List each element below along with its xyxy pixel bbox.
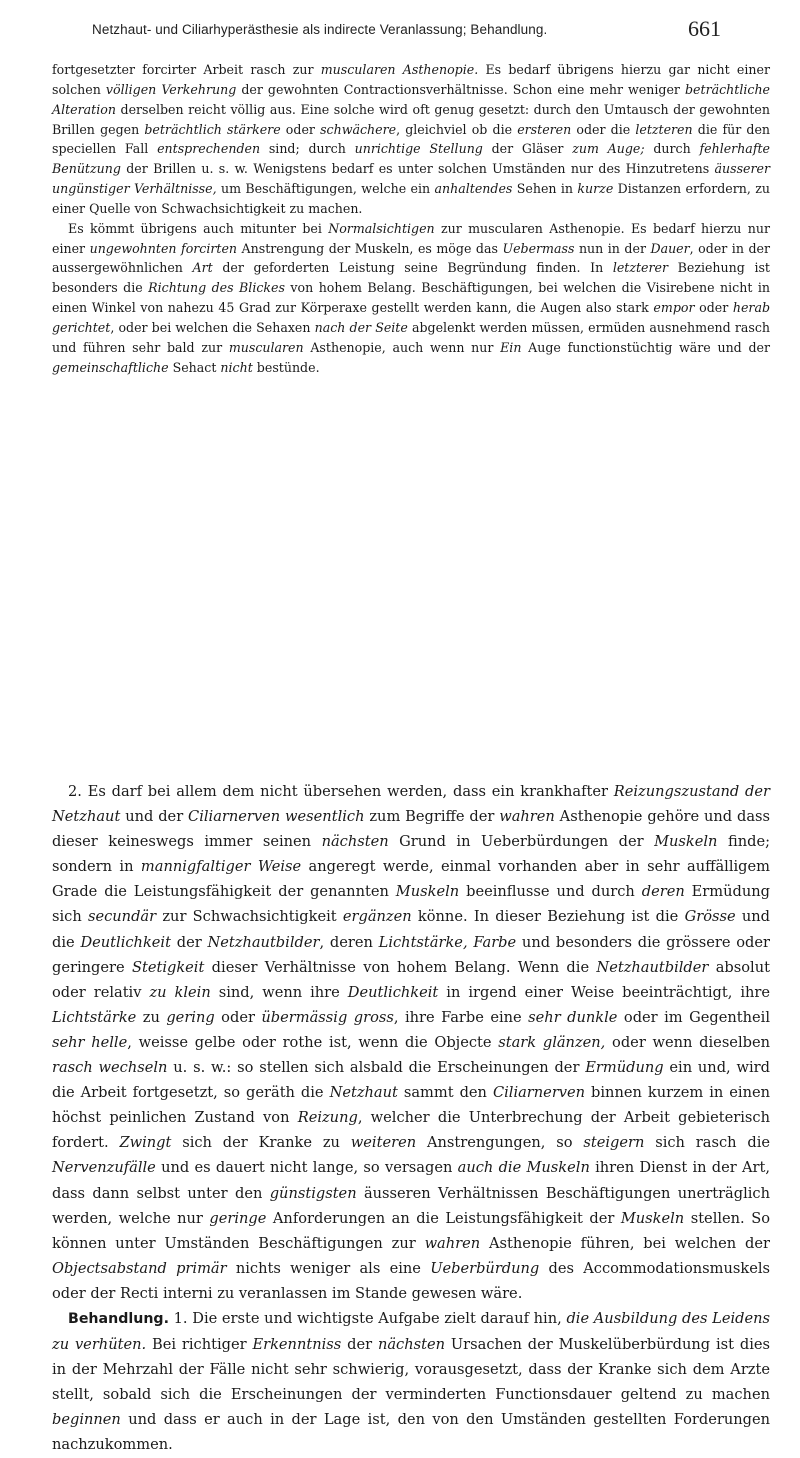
text-run: , ihre Farbe eine bbox=[393, 1008, 529, 1026]
text-run: Asthenopie führen, bei welchen der bbox=[480, 1234, 770, 1252]
text-run: , oder bei welchen die Sehaxen bbox=[110, 319, 315, 335]
emphasis: deren bbox=[641, 883, 685, 901]
text-run: der Brillen u. s. w. Wenigstens bedarf es unter solchen Umständen nur des Hinzutretens bbox=[120, 161, 715, 177]
text-run: Es kömmt übrigens auch mitunter bei bbox=[68, 220, 329, 236]
emphasis: wahren bbox=[499, 808, 555, 826]
text-run: oder bbox=[280, 121, 321, 137]
emphasis: Reizung bbox=[297, 1109, 358, 1127]
text-run: der bbox=[341, 1336, 378, 1354]
emphasis: Ein bbox=[500, 339, 522, 355]
emphasis: gemeinschaftliche bbox=[52, 359, 169, 375]
emphasis: übermässig gross bbox=[261, 1008, 394, 1026]
text-run: Distanzen erfordern, zu einer Quelle von Schwachsichtigkeit zu machen. bbox=[52, 181, 771, 216]
emphasis: letzteren bbox=[635, 121, 693, 137]
emphasis: Grösse bbox=[684, 908, 736, 926]
emphasis: Muskeln bbox=[395, 883, 460, 901]
text-run: und der bbox=[120, 808, 189, 826]
emphasis: Normalsichtigen bbox=[328, 220, 435, 236]
emphasis: Ermüdung bbox=[585, 1059, 664, 1077]
text-run: Bei richtiger bbox=[146, 1336, 253, 1354]
text-run: ihren Dienst in der Art, dass dann selbst unter den bbox=[52, 1159, 770, 1202]
emphasis: Lichtstärke bbox=[52, 1008, 137, 1026]
emphasis: Netzhautbilder bbox=[596, 958, 709, 976]
text-run: sich der Kranke zu bbox=[171, 1134, 351, 1152]
text-run: könne. In dieser Beziehung ist die bbox=[411, 908, 685, 926]
text-run: sammt den bbox=[397, 1084, 493, 1102]
text-run: , weisse gelbe oder rothe ist, wenn die Objecte bbox=[127, 1033, 499, 1051]
emphasis: letzterer bbox=[612, 260, 668, 276]
emphasis: nächsten bbox=[377, 1336, 445, 1354]
text-run: Sehact bbox=[168, 359, 221, 375]
text-run: , deren bbox=[319, 933, 379, 951]
emphasis: unrichtige Stellung bbox=[354, 141, 483, 157]
emphasis: entsprechenden bbox=[157, 141, 261, 157]
emphasis: Deutlichkeit bbox=[347, 983, 439, 1001]
emphasis: sehr dunkle bbox=[528, 1008, 618, 1026]
text-run: der geforderten Leistung seine Begründung finden. In bbox=[212, 260, 613, 276]
paragraph-1 bbox=[52, 60, 770, 219]
text-run: Grund in Ueberbürdungen der bbox=[388, 833, 655, 851]
emphasis: beginnen bbox=[52, 1411, 121, 1429]
emphasis: anhaltendes bbox=[434, 181, 513, 197]
text-run: absolut oder relativ bbox=[52, 958, 770, 1001]
emphasis: Stetigkeit bbox=[131, 958, 205, 976]
emphasis: Muskeln bbox=[620, 1209, 685, 1227]
emphasis: gering bbox=[166, 1008, 215, 1026]
emphasis: nächsten bbox=[321, 833, 389, 851]
paragraph-2 bbox=[52, 219, 770, 378]
text-run: der gewohnten Contractionsverhältnisse. Schon eine mehr weniger bbox=[236, 81, 685, 97]
text-run: sind, wenn ihre bbox=[210, 983, 348, 1001]
small-print-section bbox=[52, 60, 770, 378]
text-run: ein und, wird die Arbeit fortgesetzt, so geräth die bbox=[52, 1059, 770, 1102]
text-run: zu bbox=[136, 1008, 167, 1026]
emphasis: Zwingt bbox=[119, 1134, 172, 1152]
text-run: zum Begriffe der bbox=[364, 808, 500, 826]
paragraph-3 bbox=[52, 779, 770, 1306]
emphasis: Objectsabstand primär bbox=[52, 1259, 227, 1277]
text-run: 2. Es darf bei allem dem nicht übersehen werden, dass ein krankhafter bbox=[68, 783, 614, 800]
emphasis: geringe bbox=[209, 1209, 267, 1227]
emphasis: nicht bbox=[220, 359, 253, 375]
emphasis: mannigfaltiger Weise bbox=[140, 858, 302, 876]
emphasis: Deutlichkeit bbox=[80, 933, 171, 951]
emphasis: sehr helle bbox=[52, 1033, 128, 1051]
text-run: und besonders die grössere oder geringere bbox=[52, 933, 770, 976]
text-run: , gleichviel ob die bbox=[396, 121, 518, 137]
text-run: bestünde. bbox=[252, 359, 320, 375]
text-run: oder wenn dieselben bbox=[605, 1033, 770, 1051]
text-run: durch bbox=[644, 141, 700, 157]
text-run: nun in der bbox=[574, 240, 651, 256]
text-run: stellen. So können unter Umständen Beschäftigungen zur bbox=[52, 1209, 770, 1252]
emphasis: stark glänzen, bbox=[498, 1033, 606, 1051]
text-run: , oder in der aussergewöhnlichen bbox=[52, 240, 770, 276]
emphasis: auch die Muskeln bbox=[457, 1159, 590, 1177]
text-run: Asthenopie gehöre und dass dieser keineswegs immer seinen bbox=[52, 808, 770, 851]
emphasis: weiteren bbox=[350, 1134, 417, 1152]
text-run: 1. Die erste und wichtigste Aufgabe zielt darauf hin, bbox=[168, 1309, 567, 1327]
text-run: sich rasch die bbox=[644, 1134, 770, 1152]
text-run: dieser Verhältnisse von hohem Belang. Wenn die bbox=[204, 958, 597, 976]
text-run: nichts weniger als eine bbox=[226, 1259, 431, 1277]
text-run: Ermüdung sich bbox=[52, 883, 771, 926]
emphasis: Ueberbürdung bbox=[430, 1259, 540, 1277]
text-run: fortgesetzter forcirter Arbeit rasch zur bbox=[52, 62, 321, 77]
text-run: , welcher die Unterbrechung der Arbeit gebieterisch fordert. bbox=[52, 1109, 770, 1152]
text-run: Auge functionstüchtig wäre und der bbox=[521, 339, 770, 355]
text-run: Es bedarf übrigens hierzu gar nicht einer solchen bbox=[52, 62, 770, 97]
text-run: oder bbox=[694, 300, 733, 316]
text-run: Beziehung ist besonders die bbox=[52, 260, 770, 296]
text-run: angeregt werde, einmal vorhanden aber in sehr auffälligem Grade die Leistungsfähigkeit der genannten bbox=[52, 858, 771, 901]
text-run: zur muscularen Asthenopie. Es bedarf hierzu nur einer bbox=[52, 220, 770, 256]
emphasis: Uebermass bbox=[502, 240, 575, 256]
text-run: in irgend einer Weise beeinträchtigt, ihre bbox=[438, 983, 770, 1001]
emphasis: zum Auge; bbox=[572, 141, 645, 157]
text-run: binnen kurzem in einen höchst peinlichen Zustand von bbox=[52, 1084, 771, 1127]
emphasis: Reizungszustand der Netzhaut bbox=[52, 783, 770, 826]
text-run: Sehen in bbox=[512, 181, 578, 197]
emphasis: Lichtstärke, Farbe bbox=[378, 933, 517, 951]
text-run: abgelenkt werden müssen, ermüden ausnehmend rasch und führen sehr bald zur bbox=[52, 319, 770, 355]
emphasis: Netzhautbilder bbox=[207, 933, 320, 951]
main-text-section bbox=[52, 779, 770, 1458]
text-run: oder im Gegentheil bbox=[617, 1008, 770, 1026]
emphasis: ungewohnten forcirten bbox=[89, 240, 238, 256]
text-run: Asthenopie, auch wenn nur bbox=[303, 339, 501, 355]
emphasis: Netzhaut bbox=[329, 1084, 398, 1102]
emphasis: Muskeln bbox=[654, 833, 718, 851]
paragraph-behandlung bbox=[52, 1306, 770, 1458]
emphasis: muscularen Asthenopie. bbox=[320, 62, 479, 77]
emphasis: günstigsten bbox=[269, 1184, 357, 1202]
emphasis: secundär bbox=[87, 908, 157, 926]
emphasis: Dauer bbox=[650, 240, 690, 256]
text-run: zur Schwachsichtigkeit bbox=[156, 908, 343, 926]
emphasis: äusserer ungünstiger Verhältnisse, bbox=[52, 161, 770, 197]
text-run: der Gläser bbox=[482, 141, 573, 157]
text-run: derselben reicht völlig aus. Eine solche wird oft genug gesetzt: durch den Umtausch der gewohnten Brillen gegen bbox=[52, 101, 770, 137]
emphasis: zu klein bbox=[149, 983, 211, 1001]
text-run: die für den speciellen Fall bbox=[52, 121, 771, 157]
emphasis: ersteren bbox=[517, 121, 572, 137]
text-run: Anstrengungen, so bbox=[416, 1134, 584, 1152]
emphasis: nach der Seite bbox=[314, 319, 408, 335]
text-run: Anforderungen an die Leistungsfähigkeit der bbox=[266, 1209, 621, 1227]
text-run: finde; sondern in bbox=[52, 833, 770, 876]
emphasis: kurze bbox=[577, 181, 614, 197]
text-run: Ursachen der Muskelüberbürdung ist dies in der Mehrzahl der Fälle nicht sehr schwierig, vorausgesetzt, dass der Kranke sich dem Arzte stellt, sobald sich die Erscheinungen der verminderten Functionsdauer geltend zu machen bbox=[52, 1336, 770, 1404]
text-run: von hohem Belang. Beschäftigungen, bei welchen die Visirebene nicht in einen Winkel von nahezu 45 Grad zur Körperaxe gestellt werden kann, die Augen also stark bbox=[52, 280, 771, 316]
emphasis: schwächere bbox=[320, 121, 397, 137]
emphasis: steigern bbox=[583, 1134, 645, 1152]
text-run: des Accommodationsmuskels oder der Recti interni zu veranlassen im Stande gewesen wäre. bbox=[52, 1259, 770, 1302]
running-head: Netzhaut- und Ciliarhyperästhesie als indirecte Veranlassung; Behandlung. bbox=[92, 22, 548, 37]
emphasis: wahren bbox=[424, 1234, 481, 1252]
text-run: oder bbox=[214, 1008, 262, 1026]
page-number: 661 bbox=[688, 16, 721, 41]
text-run: um Beschäftigungen, welche ein bbox=[216, 181, 435, 197]
emphasis: völligen Verkehrung bbox=[105, 81, 237, 97]
emphasis: Ciliarnerven wesentlich bbox=[188, 808, 365, 826]
emphasis: fehlerhafte Benützung bbox=[52, 141, 770, 177]
emphasis: Ciliarnerven bbox=[492, 1084, 586, 1102]
emphasis: muscularen bbox=[228, 339, 304, 355]
text-run: und dass er auch in der Lage ist, den von den Umständen gestellten Forderungen nachzukommen. bbox=[52, 1411, 770, 1454]
text-run: und die bbox=[52, 908, 770, 951]
text-run: sind; durch bbox=[260, 141, 355, 157]
text-run: äusseren Verhältnissen Beschäftigungen unerträglich werden, welche nur bbox=[52, 1184, 770, 1227]
text-run: oder die bbox=[571, 121, 636, 137]
emphasis: beträchtliche Alteration bbox=[52, 81, 771, 117]
emphasis: rasch wechseln bbox=[52, 1059, 168, 1077]
emphasis: empor bbox=[653, 300, 695, 316]
emphasis: ergänzen bbox=[342, 908, 412, 926]
section-heading: Behandlung. bbox=[68, 1310, 169, 1327]
text-run: beeinflusse und durch bbox=[459, 883, 642, 901]
page-header bbox=[0, 0, 800, 48]
text-run: der bbox=[170, 933, 208, 951]
text-run: und es dauert nicht lange, so versagen bbox=[155, 1159, 458, 1177]
emphasis: Erkenntniss bbox=[252, 1336, 342, 1354]
emphasis: Art bbox=[192, 260, 213, 276]
text-run: u. s. w.: so stellen sich alsbald die Erscheinungen der bbox=[167, 1059, 586, 1077]
text-run: Anstrengung der Muskeln, es möge das bbox=[237, 240, 503, 256]
emphasis: Nervenzufälle bbox=[52, 1159, 156, 1177]
emphasis: herab gerichtet bbox=[52, 300, 771, 335]
emphasis: Richtung des Blickes bbox=[148, 280, 285, 296]
emphasis: beträchtlich stärkere bbox=[144, 121, 281, 137]
emphasis: die Ausbildung des Leidens zu verhüten. bbox=[52, 1309, 770, 1354]
